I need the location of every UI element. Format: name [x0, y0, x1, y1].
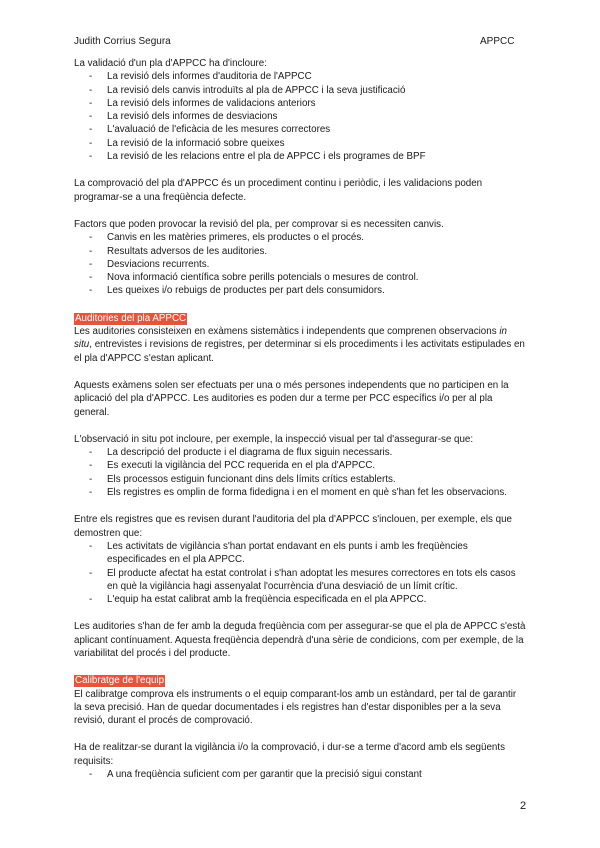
audits-paragraph-4: Entre els registres que es revisen durant l'auditoria del pla d'APPCC s'inclouen, per exemple, els que demostren que: — [74, 514, 512, 539]
audits-p1-text-end: , entrevistes i revisions de registres, per determinar si els procediments i les activitats estipulades en el pla d'APPCC s'estan aplicant. — [74, 339, 525, 364]
verification-paragraph: La comprovació del pla d'APPCC és un procediment continu i periòdic, i les validacions poden programar-se a una freqüència defecte. — [74, 178, 483, 203]
factors-list — [74, 231, 526, 297]
records-list — [74, 540, 526, 606]
list-item: - La revisió dels informes de desviacions — [74, 110, 526, 123]
calibration-paragraph-1: El calibratge comprova els instruments o el equip comparant-los amb un estàndard, per tal de garantir la seva precisió. Han de quedar documentades i els registres han d'estar disponibles per a la seva revisió, durant el procés de comprovació. — [74, 688, 517, 727]
validation-list — [74, 70, 526, 163]
list-item: - Es executi la vigilància del PCC requerida en el pla d'APPCC. — [74, 459, 526, 472]
list-item: - La revisió dels informes de validacions anteriors — [74, 97, 526, 110]
calibration-heading: Calibratge de l'equip — [75, 675, 165, 687]
validation-intro: La validació d'un pla d'APPCC ha d'incloure: — [74, 58, 267, 69]
list-item: - Desviacions recurrents. — [74, 258, 526, 271]
list-item: - La revisió de les relacions entre el pla de APPCC i els programes de BPF — [74, 150, 526, 163]
audits-heading: Auditories del pla APPCC — [75, 312, 187, 324]
audits-paragraph-3: L'observació in situ pot incloure, per exemple, la inspecció visual per tal d'assegurar-se que: — [74, 433, 474, 445]
list-item: - El producte afectat ha estat controlat i s'han adoptat les mesures correctores en tots els casos en què la vigilància hagi assenyalat l'ocurrència d'una desviació de un límit crític. — [74, 567, 526, 594]
list-item: - Els processos estiguin funcionant dins dels límits crítics establerts. — [74, 473, 526, 486]
document-body — [74, 57, 526, 781]
list-item: - A una freqüència suficient com per garantir que la precisió sigui constant — [74, 768, 526, 781]
audits-paragraph-5: Les auditories s'han de fer amb la deguda freqüència com per assegurar-se que el pla de APPCC s'està aplicant contínuament. Aquesta freqüència dependrà d'una sèrie de condicions, com per exemple, de la variabilitat del procés i del producte. — [74, 621, 526, 659]
list-item: - L'avaluació de l'eficàcia de les mesures correctores — [74, 123, 526, 136]
list-item: - La revisió dels informes d'auditoria de l'APPCC — [74, 70, 526, 83]
list-item: - Les queixes i/o rebuigs de productes per part dels consumidors. — [74, 284, 526, 297]
audits-p1-text: Les auditories consisteixen en exàmens sistemàtics i independents que comprenen observacions — [74, 326, 500, 338]
list-item: - La descripció del producte i el diagrama de flux siguin necessaris. — [74, 446, 526, 459]
list-item: - Nova informació científica sobre perills potencials o mesures de control. — [74, 271, 526, 284]
calibration-paragraph-2: Ha de realitzar-se durant la vigilància i/o la comprovació, i dur-se a terme d'acord amb els següents requisits: — [74, 742, 505, 767]
audits-p1-emphasis: in situ — [74, 326, 507, 351]
inspection-list — [74, 446, 526, 499]
list-item: - Resultats adversos de les auditories. — [74, 245, 526, 258]
factors-intro: Factors que poden provocar la revisió del pla, per comprovar si es necessiten canvis. — [74, 218, 444, 230]
list-item: - Les activitats de vigilància s'han portat endavant en els punts i amb les freqüències especificades en el pla APPCC. — [74, 540, 526, 567]
list-item: - La revisió de la informació sobre queixes — [74, 137, 526, 150]
header-title: APPCC — [480, 36, 515, 47]
list-item: - La revisió dels canvis introduïts al pla de APPCC i la seva justificació — [74, 84, 526, 97]
list-item: - L'equip ha estat calibrat amb la freqüència especificada en el pla APPCC. — [74, 593, 526, 606]
audits-paragraph-2: Aquests exàmens solen ser efectuats per una o més persones independents que no participen en la aplicació del pla d'APPCC. Les auditories es poden dur a terme per PCC específics i/o per al pla general. — [74, 379, 509, 418]
list-item: - Els registres es omplin de forma fidedigna i en el moment en què s'han fet les observacions. — [74, 486, 526, 499]
page-number: 2 — [520, 800, 527, 812]
list-item: - Canvis en les matèries primeres, els productes o el procés. — [74, 231, 526, 244]
audits-paragraph-1 — [74, 325, 526, 365]
requirements-list — [74, 768, 526, 781]
header-author: Judith Corrius Segura — [74, 36, 171, 47]
